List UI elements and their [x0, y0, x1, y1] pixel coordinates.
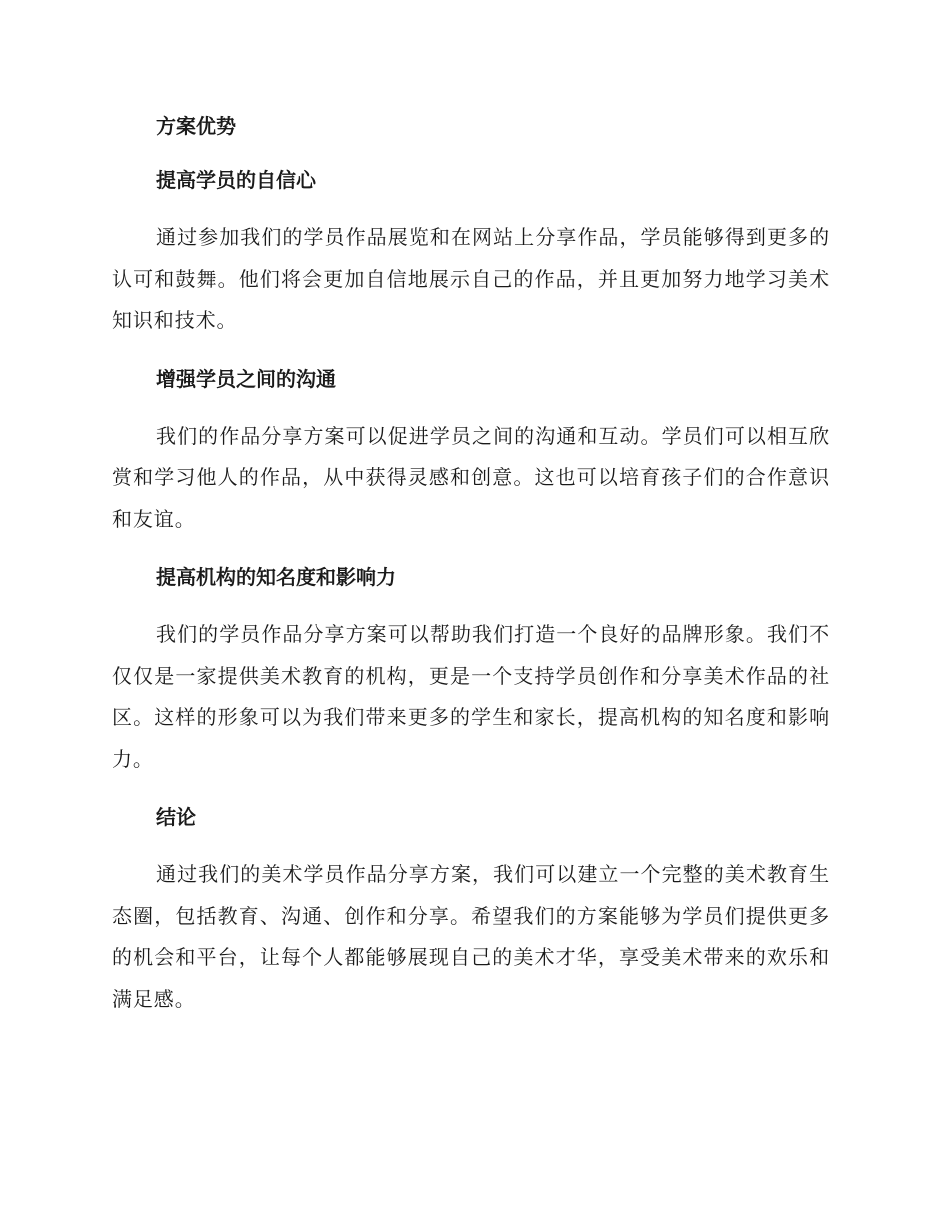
subsection-body-communication: 我们的作品分享方案可以促进学员之间的沟通和互动。学员们可以相互欣赏和学习他人的作品，从中获得灵感和创意。这也可以培育孩子们的合作意识和友谊。: [112, 423, 830, 531]
subsection-body-confidence: 通过参加我们的学员作品展览和在网站上分享作品，学员能够得到更多的认可和鼓舞。他们将会更加自信地展示自己的作品，并且更加努力地学习美术知识和技术。: [112, 225, 830, 332]
section-title: 方案优势: [156, 114, 236, 138]
subsection-heading-reputation: 提高机构的知名度和影响力: [156, 565, 396, 589]
subsection-heading-communication: 增强学员之间的沟通: [156, 366, 336, 391]
conclusion-heading: 结论: [156, 805, 196, 829]
conclusion-body: 通过我们的美术学员作品分享方案，我们可以建立一个完整的美术教育生态圈，包括教育、沟通、创作和分享。希望我们的方案能够为学员们提供更多的机会和平台，让每个人都能够展现自己的美术才华，享受美术带来的欢乐和满足感。: [112, 862, 830, 1011]
subsection-heading-confidence: 提高学员的自信心: [156, 168, 316, 192]
subsection-body-reputation: 我们的学员作品分享方案可以帮助我们打造一个良好的品牌形象。我们不仅仅是一家提供美术教育的机构，更是一个支持学员创作和分享美术作品的社区。这样的形象可以为我们带来更多的学生和家长，提高机构的知名度和影响力。: [112, 622, 830, 771]
